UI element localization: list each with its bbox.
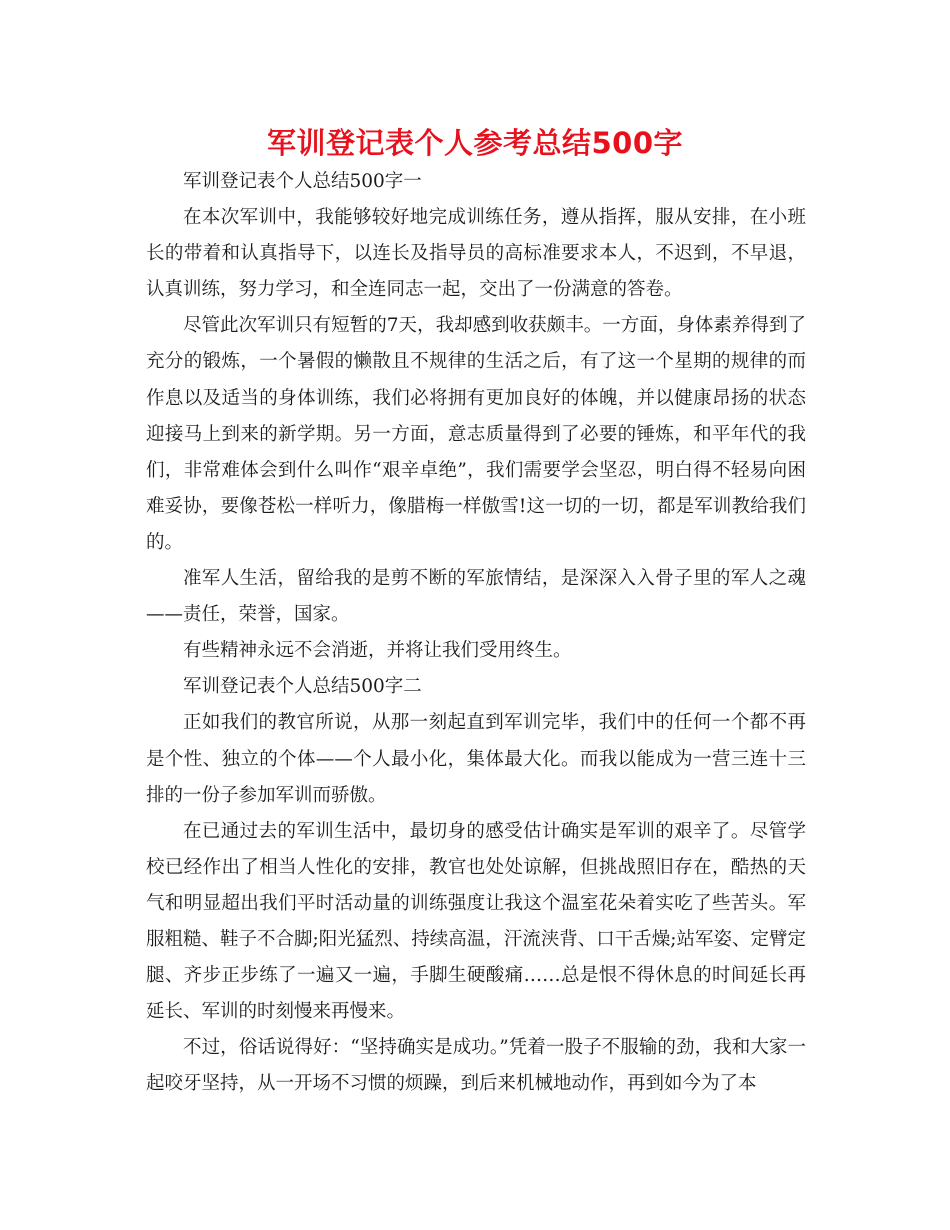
- paragraph: 在本次军训中，我能够较好地完成训练任务，遵从指挥，服从安排，在小班长的带着和认真指导下，以连长及指导员的高标准要求本人，不迟到，不早退，认真训练，努力学习，和全连同志一起，交出了一份满意的答卷。: [146, 207, 806, 301]
- paragraph: 尽管此次军训只有短暂的7天，我却感到收获颇丰。一方面，身体素养得到了充分的锻炼，一个暑假的懒散且不规律的生活之后，有了这一个星期的规律的而作息以及适当的身体训练，我们必将拥有更加良好的体魄，并以健康昂扬的状态迎接马上到来的新学期。另一方面，意志质量得到了必要的锤炼，和平年代的我们，非常难体会到什么叫作“艰辛卓绝”，我们需要学会坚忍，明白得不轻易向困难妥协，要像苍松一样听力，像腊梅一样傲雪!这一切的一切，都是军训教给我们的。: [146, 315, 806, 553]
- paragraph: 在已通过去的军训生活中，最切身的感受估计确实是军训的艰辛了。尽管学校已经作出了相当人性化的安排，教官也处处谅解，但挑战照旧存在，酷热的天气和明显超出我们平时活动量的训练强度让我这个温室花朵着实吃了些苦头。军服粗糙、鞋子不合脚;阳光猛烈、持续高温，汗流浃背、口干舌燥;站军姿、定臂定腿、齐步正步练了一遍又一遍，手脚生硬酸痛……总是恨不得休息的时间延长再延长、军训的时刻慢来再慢来。: [146, 820, 806, 1023]
- paragraph: 准军人生活，留给我的是剪不断的军旅情结，是深深入入骨子里的军人之魂——责任，荣誉，国家。: [146, 568, 806, 626]
- section-heading-2: 军训登记表个人总结500字二: [183, 676, 422, 698]
- paragraph: 有些精神永远不会消逝，并将让我们受用终生。: [183, 640, 572, 662]
- paragraph: 正如我们的教官所说，从那一刻起直到军训完毕，我们中的任何一个都不再是个性、独立的个体——个人最小化，集体最大化。而我以能成为一营三连十三排的一份子参加军训而骄傲。: [146, 712, 806, 806]
- document-title: 军训登记表个人参考总结500字: [266, 126, 684, 160]
- paragraph: 不过，俗话说得好：“坚持确实是成功。”凭着一股子不服输的劲，我和大家一起咬牙坚持，从一开场不习惯的烦躁，到后来机械地动作，再到如今为了本: [146, 1037, 806, 1095]
- document-body: [146, 164, 806, 1102]
- section-heading-1: 军训登记表个人总结500字一: [183, 171, 422, 192]
